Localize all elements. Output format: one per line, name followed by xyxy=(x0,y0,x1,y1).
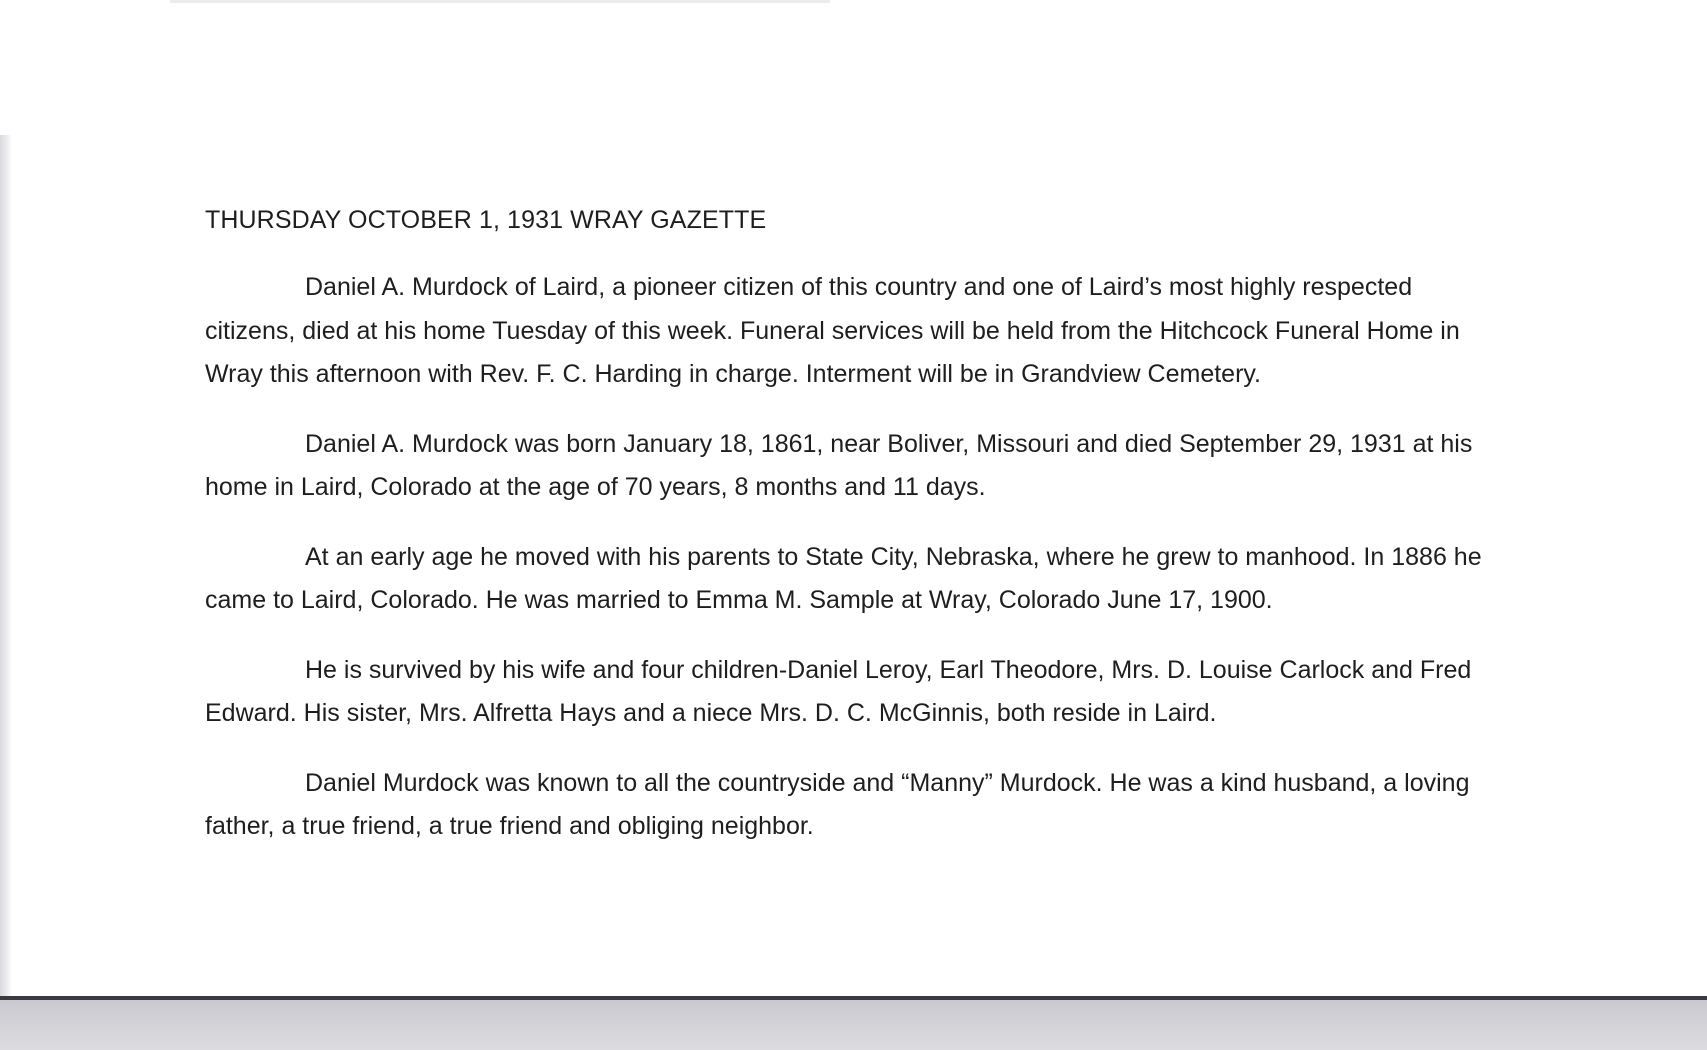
newspaper-header: THURSDAY OCTOBER 1, 1931 WRAY GAZETTE xyxy=(205,206,767,234)
paragraph-5: Daniel Murdock was known to all the countryside and “Manny” Murdock. He was a kind husband, a loving father, a true friend, a true friend and obliging neighbor. xyxy=(205,768,1470,840)
scan-edge-left xyxy=(0,135,12,1005)
document-body xyxy=(205,200,1505,875)
scan-edge-top xyxy=(170,0,830,3)
paragraph-3: At an early age he moved with his parents to State City, Nebraska, where he grew to manhood. In 1886 he came to Laird, Colorado. He was married to Emma M. Sample at Wray, Colorado June 17, 1900. xyxy=(205,542,1482,614)
scan-bottom-margin xyxy=(0,1000,1707,1050)
paragraph-1: Daniel A. Murdock of Laird, a pioneer citizen of this country and one of Laird’s most highly respected citizens, died at his home Tuesday of this week. Funeral services will be held from the Hitchcock Funeral Home in Wray this afternoon with Rev. F. C. Harding in charge. Interment will be in Grandview Cemetery. xyxy=(205,273,1460,388)
paragraph-4: He is survived by his wife and four children-Daniel Leroy, Earl Theodore, Mrs. D. Louise Carlock and Fred Edward. His sister, Mrs. Alfretta Hays and a niece Mrs. D. C. McGinnis, both reside in Laird. xyxy=(205,655,1472,727)
paragraph-2: Daniel A. Murdock was born January 18, 1861, near Boliver, Missouri and died September 29, 1931 at his home in Laird, Colorado at the age of 70 years, 8 months and 11 days. xyxy=(205,429,1473,501)
